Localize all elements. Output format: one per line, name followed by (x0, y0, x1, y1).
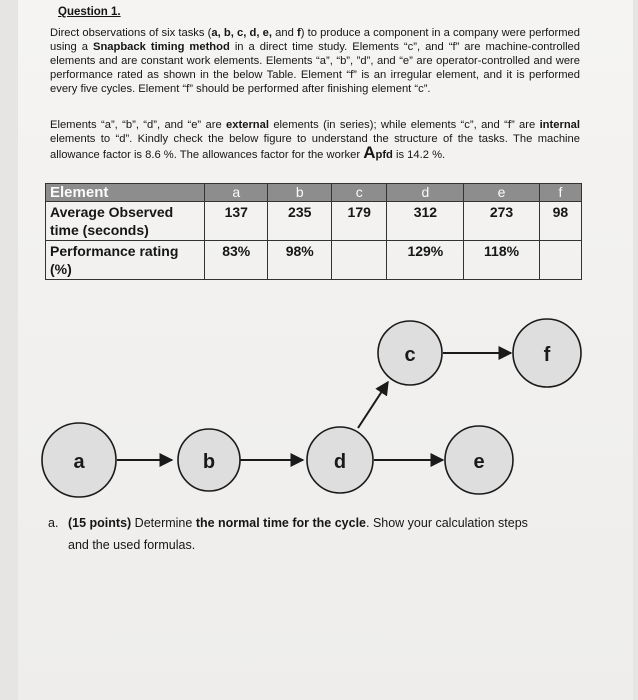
table-row-performance-rating (46, 241, 582, 280)
node-d (307, 427, 373, 493)
header-element-label: Element (46, 184, 205, 202)
table-header-row (46, 184, 582, 202)
question-paragraph-1 (50, 26, 580, 96)
part-a-text-1: Determine (131, 516, 196, 530)
question-paragraph-2 (50, 118, 580, 162)
question-title: Question 1. (58, 6, 121, 18)
cell-time-a: 137 (205, 202, 268, 241)
node-a-label: a (73, 451, 85, 473)
question-part-a (48, 512, 608, 556)
cell-time-d: 312 (387, 202, 464, 241)
part-a-letter: a. (48, 516, 59, 530)
cell-rating-c (331, 241, 386, 280)
node-d-label: d (333, 451, 347, 473)
node-b (178, 429, 240, 491)
text-run: Direct observations of six tasks ( (50, 27, 212, 39)
table-row-observed-time (46, 202, 582, 241)
part-a-bold-text: the normal time for the cycle (195, 516, 366, 530)
cell-rating-b: 98% (268, 241, 331, 280)
cell-rating-e: 118% (464, 241, 540, 280)
part-a-line-2: and the used formulas. (68, 538, 196, 552)
text-run: Elements “a”, “b”, “d”, and “e” are (50, 119, 227, 131)
node-f-label: f (543, 344, 551, 366)
node-c (378, 321, 442, 385)
header-col-c: c (331, 184, 386, 202)
text-run: a, b, c, d, e, (211, 27, 272, 39)
node-c-label: c (404, 344, 416, 366)
text-run: ) to produce a component in a company were performed using a (50, 27, 580, 53)
task-structure-diagram (0, 300, 638, 510)
text-run: elements to “d”. Kindly check the below figure to understand the structure of the tasks. The machine allowance factor is 8.6 %. The allowances factor for the worker (50, 133, 580, 161)
text-run: and (271, 27, 298, 39)
text-run: is 14.2 %. (392, 149, 446, 161)
cell-time-e: 273 (464, 202, 540, 241)
text-run: f (297, 27, 301, 39)
part-a-line-1 (48, 512, 608, 534)
text-run: A (363, 143, 376, 162)
part-a-text-2: . Show your calculation steps (366, 516, 528, 530)
observation-table (45, 183, 582, 280)
row-label-performance-rating: Performance rating (%) (46, 241, 205, 280)
text-run: Snapback timing method (92, 41, 230, 53)
text-run: in a direct time study. Elements “c”, and “f” are machine-controlled elements and are constant work elements. Elements “a”, “b”, ”d”, and “e” are operator-controlled and were performance rated as shown in the below Table. Element “f” is an irregular element, and it is performed every five cycles. Element “f” should be performed after finishing element “c”. (50, 41, 580, 95)
cell-rating-d: 129% (387, 241, 464, 280)
cell-time-b: 235 (268, 202, 331, 241)
header-col-b: b (268, 184, 331, 202)
header-col-e: e (464, 184, 540, 202)
node-e-label: e (473, 451, 485, 473)
text-run: internal (539, 119, 580, 131)
arrow-d-to-c (358, 382, 388, 428)
text-run: pfd (375, 149, 393, 161)
header-col-f: f (539, 184, 581, 202)
text-run: external (226, 119, 269, 131)
node-f (513, 319, 581, 387)
node-e (445, 426, 513, 494)
header-col-a: a (205, 184, 268, 202)
row-label-observed-time: Average Observed time (seconds) (46, 202, 205, 241)
header-col-d: d (387, 184, 464, 202)
cell-time-f: 98 (539, 202, 581, 241)
part-a-points: (15 points) (68, 516, 132, 530)
node-a (42, 423, 116, 497)
cell-time-c: 179 (331, 202, 386, 241)
cell-rating-a: 83% (205, 241, 268, 280)
node-b-label: b (202, 451, 216, 473)
text-run: elements (in series); while elements “c”, and “f” are (268, 119, 540, 131)
cell-rating-f (539, 241, 581, 280)
